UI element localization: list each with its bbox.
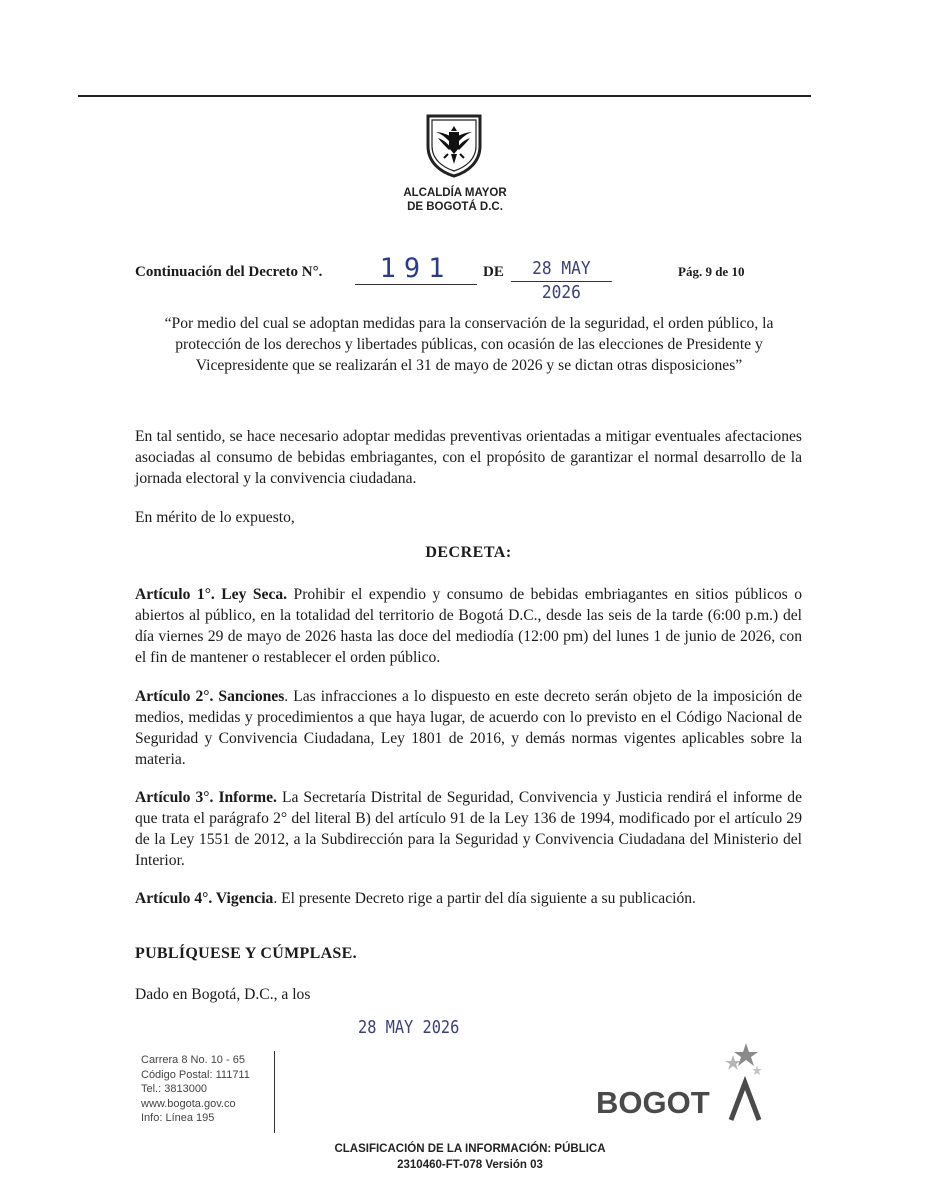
page-number: Pág. 9 de 10 (678, 264, 745, 279)
address-divider (274, 1051, 275, 1133)
article-4-title: Artículo 4°. Vigencia (135, 890, 274, 907)
address-block (141, 1053, 271, 1126)
top-divider (78, 95, 811, 97)
article-3 (135, 787, 802, 871)
merit-paragraph: En mérito de lo expuesto, (135, 509, 295, 526)
dado-en-line: Dado en Bogotá, D.C., a los (135, 986, 311, 1003)
footer-classification (250, 1141, 690, 1173)
publiquese-heading: PUBLÍQUESE Y CÚMPLASE. (135, 945, 357, 962)
org-name (370, 186, 540, 214)
stars-icon (725, 1043, 762, 1075)
article-2-title: Artículo 2°. Sanciones (135, 688, 285, 705)
coat-of-arms-icon (422, 112, 486, 178)
article-2 (135, 686, 802, 770)
signature-date-stamp: 28 MAY 2026 (358, 1017, 460, 1038)
org-name-line-1: ALCALDÍA MAYOR (403, 187, 507, 199)
article-1-text: Prohibir el expendio y consumo de bebidas embriagantes en sitios públicos o abiertos al público, en la totalidad del territorio de Bogotá D.C., desde las seis de la tarde (6:00 p.m.) del día viernes 29 de mayo de 2026 hasta las doce del mediodía (12:00 pm) del lunes 1 de junio de 2026, con el fin de mantener o restablecer el orden público. (135, 586, 802, 666)
article-1-title: Artículo 1°. Ley Seca. (135, 586, 288, 603)
continuation-label: Continuación del Decreto N°. (135, 264, 323, 280)
form-code-line: 2310460-FT-078 Versión 03 (397, 1159, 543, 1171)
decree-number: 191 (355, 254, 477, 285)
body-paragraph: En tal sentido, se hace necesario adoptar medidas preventivas orientadas a mitigar eventuales afectaciones asociadas al consumo de bebidas embriagantes, con el propósito de garantizar el normal desarrollo de la jornada electoral y la convivencia ciudadana. (135, 428, 802, 487)
info-line: Info: Línea 195 (141, 1112, 215, 1125)
website-line: www.bogota.gov.co (141, 1097, 236, 1110)
decree-date-stamp: 28 MAY 2026 (511, 257, 612, 282)
address-line: Carrera 8 No. 10 - 65 (141, 1054, 245, 1066)
postal-code-line: Código Postal: 111711 (141, 1068, 250, 1081)
phone-line: Tel.: 3813000 (141, 1083, 208, 1096)
decreta-heading: DECRETA: (425, 544, 512, 561)
de-label: DE (483, 264, 504, 280)
decree-header-line (135, 253, 775, 303)
classification-line: CLASIFICACIÓN DE LA INFORMACIÓN: PÚBLICA (334, 1143, 606, 1155)
article-2-text: . Las infracciones a lo dispuesto en este decreto serán objeto de la imposición de medios, medidas y procedimientos a que haya lugar, de acuerdo con lo previsto en el Código Nacional de Seguridad y Convivencia Ciudadana, Ley 1801 de 2016, y demás normas vigentes aplicables sobre la materia. (135, 688, 802, 768)
article-4-text: . El presente Decreto rige a partir del día siguiente a su publicación. (273, 890, 696, 907)
bogota-logo-text: BOGOT (596, 1085, 710, 1120)
article-3-title: Artículo 3°. Informe. (135, 789, 277, 806)
logo-a-mark (731, 1083, 759, 1120)
decree-subject: “Por medio del cual se adoptan medidas para la conservación de la seguridad, el orden público, la protección de los derechos y libertades públicas, con ocasión de las elecciones de Presidente y Vicepresidente que se realizarán el 31 de mayo de 2026 y se dictan otras disposiciones” (164, 315, 774, 374)
article-3-text: La Secretaría Distrital de Seguridad, Convivencia y Justicia rendirá el informe de que trata el parágrafo 2° del literal B) del artículo 91 de la Ley 136 de 1994, modificado por el artículo 29 de la Ley 1551 de 2012, a la Subdirección para la Seguridad y Convivencia Ciudadana del Ministerio del Interior. (135, 789, 802, 869)
bogota-logo (595, 1043, 765, 1123)
org-name-line-2: DE BOGOTÁ D.C. (407, 201, 503, 213)
article-4 (135, 888, 802, 909)
article-1 (135, 584, 802, 668)
